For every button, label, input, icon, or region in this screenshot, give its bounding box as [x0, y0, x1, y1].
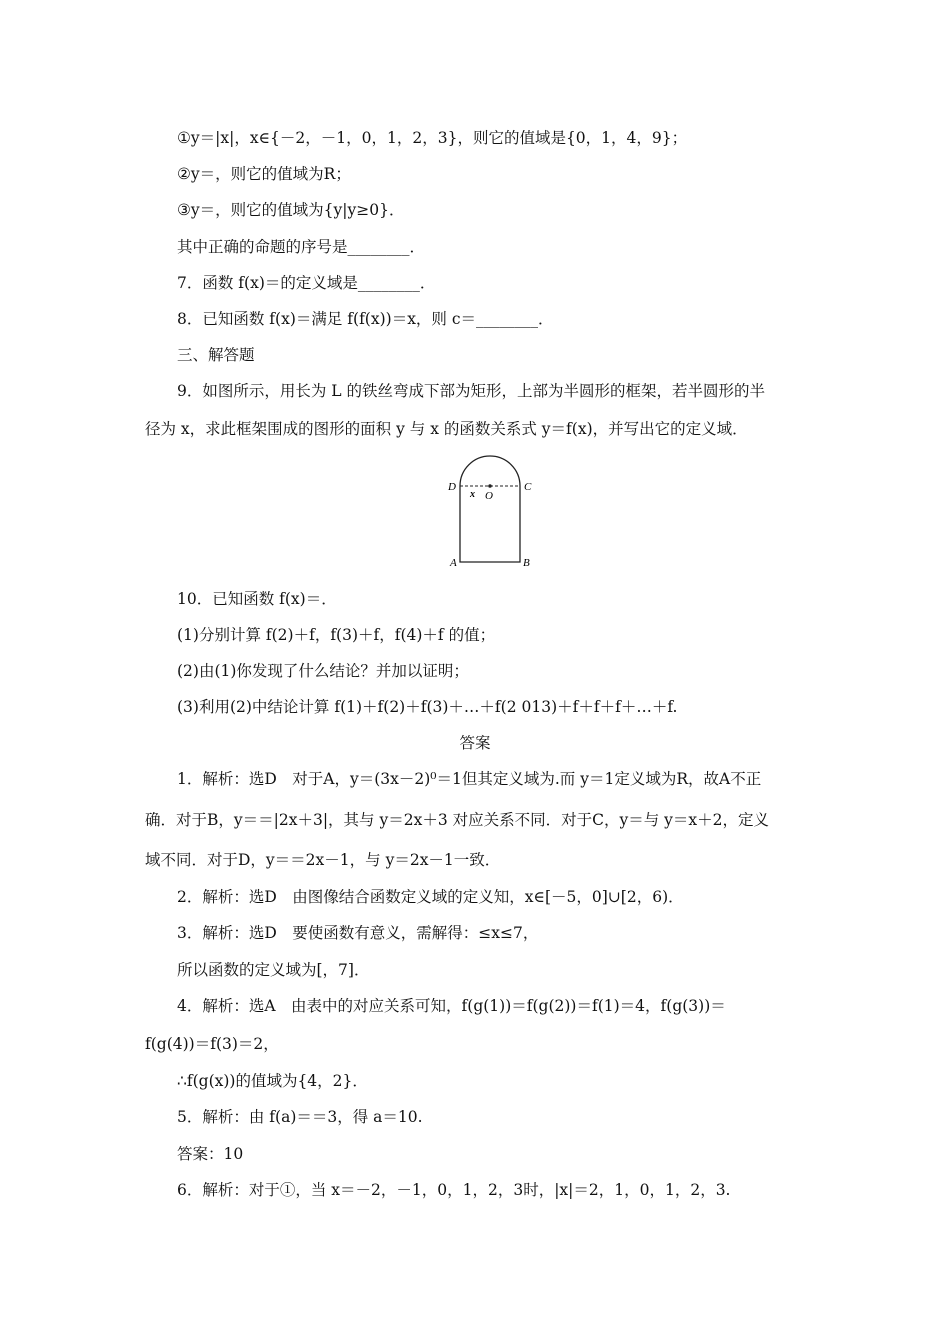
text-line-19: 3．解析：选D 要使函数有意义，需解得：≤x≤7， [177, 924, 539, 942]
text-line-10: 10．已知函数 f(x)＝． [177, 590, 337, 608]
label-B: B [523, 557, 530, 569]
frame-outline [460, 456, 520, 562]
text-line-15: 1．解析：选D 对于A，y＝(3x－2)⁰＝1但其定义域为.而 y＝1定义域为R，故A不正 [177, 770, 762, 788]
label-D: D [448, 481, 456, 493]
text-line-20: 所以函数的定义域为[，7]． [177, 961, 370, 979]
text-line-13: (3)利用(2)中结论计算 f(1)＋f(2)＋f(3)＋…＋f(2 013)＋f＋f＋f＋…＋f. [177, 698, 678, 716]
label-A: A [450, 557, 457, 569]
text-line-5: 7．函数 f(x)＝的定义域是________． [177, 274, 436, 292]
text-line-22: f(g(4))＝f(3)＝2， [145, 1035, 279, 1053]
label-C: C [524, 481, 532, 493]
text-line-3: ③y＝，则它的值域为{y|y≥0}． [177, 201, 405, 219]
text-line-1: ①y＝|x|，x∈{－2，－1，0，1，2，3}，则它的值域是{0，1，4，9}； [177, 129, 688, 147]
label-x: x [470, 489, 475, 500]
text-line-24: 5．解析：由 f(a)＝＝3，得 a＝10. [177, 1108, 423, 1126]
text-line-4: 其中正确的命题的序号是________． [177, 238, 426, 256]
text-line-21: 4．解析：选A 由表中的对应关系可知，f(g(1))＝f(g(2))＝f(1)＝4，f(g(3))＝ [177, 997, 726, 1015]
text-line-17: 域不同．对于D，y＝＝2x－1，与 y＝2x－1一致． [145, 851, 501, 869]
text-line-18: 2．解析：选D 由图像结合函数定义域的定义知，x∈[－5，0]∪[2，6)． [177, 888, 684, 906]
section-heading: 三、解答题 [177, 346, 255, 364]
frame-diagram [440, 450, 540, 576]
answer-heading: 答案 [459, 734, 491, 752]
text-line-26: 6．解析：对于①，当 x＝－2，－1，0，1，2，3时，|x|＝2，1，0，1，2，3. [177, 1181, 731, 1199]
text-line-23: ∴f(g(x))的值域为{4，2}． [177, 1072, 368, 1090]
center-point [488, 484, 492, 488]
text-line-25: 答案：10 [177, 1145, 244, 1163]
text-line-8: 9．如图所示，用长为 L 的铁丝弯成下部为矩形，上部为半圆形的框架，若半圆形的半 [177, 382, 766, 400]
text-line-16: 确．对于B，y＝＝|2x＋3|，其与 y＝2x＋3 对应关系不同．对于C，y＝与 y＝x＋2，定义 [145, 811, 770, 829]
text-line-12: (2)由(1)你发现了什么结论？并加以证明； [177, 662, 469, 680]
text-line-6: 8．已知函数 f(x)＝满足 f(f(x))＝x，则 c＝________． [177, 310, 554, 328]
text-line-2: ②y＝，则它的值域为R； [177, 165, 351, 183]
text-line-11: (1)分别计算 f(2)＋f，f(3)＋f，f(4)＋f 的值； [177, 626, 496, 644]
text-line-9: 径为 x，求此框架围成的图形的面积 y 与 x 的函数关系式 y＝f(x)，并写出它的定义域． [145, 420, 748, 438]
label-O: O [485, 490, 493, 502]
